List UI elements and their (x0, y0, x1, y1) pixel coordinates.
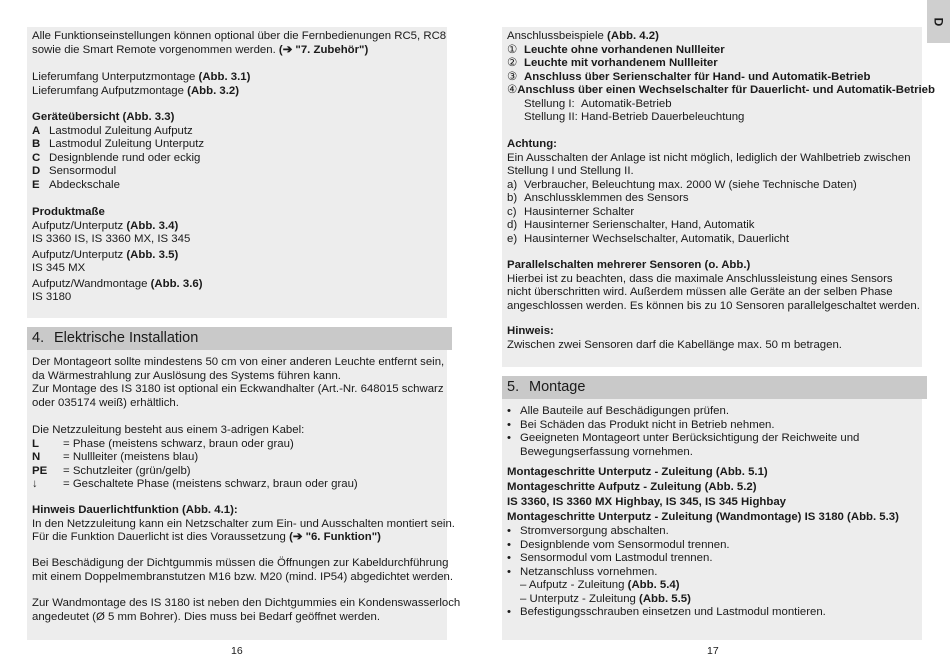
produktmasse-section (32, 206, 447, 305)
subheading: Montageschritte Unterputz - Zuleitung (Wandmontage) IS 3180 (Abb. 5.3) (507, 511, 899, 523)
text-line: Aufputz/Wandmontage (Abb. 3.6) (32, 277, 203, 290)
list-item-key: E (32, 178, 40, 191)
list-item-value: Anschluss über einen Wechselschalter für Dauerlicht- und Automatik-Betrieb (517, 84, 935, 96)
list-item-key: a) (507, 178, 518, 191)
achtung-list (507, 179, 922, 247)
parallel-title: Parallelschalten mehrerer Sensoren (o. Abb.) (507, 259, 751, 271)
list-item-key: N (32, 451, 41, 463)
list-item-value: = Phase (meistens schwarz, braun oder grau) (63, 437, 294, 450)
achtung-text (507, 152, 922, 179)
list-item-key: A (32, 124, 41, 137)
montageort-paragraph (32, 356, 447, 410)
list-item-value: Anschlussklemmen des Sensors (524, 192, 689, 204)
list-item-key: Stellung II: (524, 111, 578, 123)
list-item-value: Abdeckschale (49, 178, 120, 191)
schritte-sub (507, 579, 922, 606)
list-item (507, 219, 922, 233)
bullet-icon: • (507, 405, 511, 417)
list-item-value: Verbraucher, Beleuchtung max. 2000 W (siehe Technische Daten) (524, 178, 857, 191)
list-item (507, 71, 922, 85)
netz-intro: Die Netzzuleitung besteht aus einem 3-adrigen Kabel: (32, 424, 305, 436)
list-item-key: ① (507, 43, 518, 56)
text-line: Aufputz/Unterputz (Abb. 3.4) (32, 219, 179, 232)
list-item (507, 44, 922, 58)
list-item (32, 179, 447, 193)
text-line: In den Netzzuleitung kann ein Netzschalter zum Ein- und Ausschalten montiert sein. (32, 517, 455, 530)
achtung-section (507, 138, 922, 246)
subheading: Montageschritte Unterputz - Zuleitung (Abb. 5.1) (507, 466, 768, 478)
bullet-item: • Sensormodul vom Lastmodul trennen. (507, 552, 713, 564)
list-item-key: C (32, 151, 41, 164)
anschluss-list (507, 43, 935, 98)
list-item-key: ② (507, 57, 518, 69)
section-5-heading: 5. Montage (502, 376, 927, 399)
text-line: Stellung I und Stellung II. (507, 165, 634, 177)
schritte-last: • Befestigungsschrauben einsetzen und Lastmodul montieren. (507, 606, 826, 618)
list-item (32, 465, 447, 479)
left-panel-bottom (27, 350, 461, 640)
list-item-value: Hausinterner Serienschalter, Hand, Automatik (524, 219, 755, 231)
list-item (32, 152, 447, 166)
text-line: Lieferumfang Aufputzmontage (Abb. 3.2) (32, 84, 240, 97)
bullet-icon: • (507, 525, 511, 537)
dichtgummis-paragraph (32, 557, 454, 584)
text-line: IS 3180 (32, 291, 72, 303)
text-line: mit einem Doppelmembranstutzen M16 bzw. M20 (mind. IP54) abgedichtet werden. (32, 570, 454, 583)
text-line: – Aufputz - Zuleitung (Abb. 5.4) (520, 579, 680, 591)
list-item-key: ③ (507, 70, 518, 83)
list-item-value: Hausinterner Wechselschalter, Automatik, Dauerlicht (524, 232, 790, 245)
text-line: Hierbei ist zu beachten, dass die maximale Anschlussleistung eines Sensors (507, 272, 893, 285)
subheading: Montageschritte Aufputz - Zuleitung (Abb. 5.2) (507, 481, 757, 493)
list-item-value: Lastmodul Zuleitung Aufputz (49, 124, 193, 137)
hinweis-text: Zwischen zwei Sensoren darf die Kabellänge max. 50 m betragen. (507, 338, 842, 351)
netz-list (32, 438, 447, 492)
text-line: IS 3360 IS, IS 3360 MX, IS 345 (32, 233, 191, 245)
right-panel-top (502, 27, 935, 367)
wandmontage-paragraph (32, 597, 461, 624)
list-item-value: Hausinterner Schalter (524, 205, 635, 218)
lieferumfang (32, 71, 447, 98)
list-item-key: b) (507, 192, 518, 204)
list-item (507, 57, 922, 71)
text-line: Bei Beschädigung der Dichtgummis müssen die Öffnungen zur Kabeldurchführung (32, 557, 449, 569)
bullet-item: • Netzanschluss vornehmen. (507, 565, 658, 578)
bullet-item: • Alle Bauteile auf Beschädigungen prüfen. (507, 405, 729, 417)
list-item-value: Leuchte mit vorhandenem Nullleiter (524, 57, 718, 69)
hinweis-dauer-title: Hinweis Dauerlichtfunktion (Abb. 4.1): (32, 504, 238, 516)
schritte-bullets (507, 525, 922, 579)
text-line: Anschlussbeispiele (Abb. 4.2) (507, 30, 659, 42)
list-item (507, 233, 922, 247)
bullet-item: • Bei Schäden das Produkt nicht in Betrieb nehmen. (507, 418, 775, 431)
list-item-value: = Schutzleiter (grün/gelb) (63, 464, 191, 477)
list-item-key: L (32, 437, 39, 450)
parallel-text (507, 273, 922, 314)
list-item (507, 111, 922, 125)
list-item (507, 84, 935, 98)
list-item-key: B (32, 138, 41, 150)
list-item (32, 138, 447, 152)
schritte-section (507, 525, 922, 620)
text-line: nicht überschritten wird. Außerdem müssen alle Geräte an der selben Phase (507, 286, 893, 298)
netz-section (32, 424, 447, 492)
text-line: angedeutet (Ø 5 mm Bohrer). Dies muss bei Bedarf geöffnet werden. (32, 610, 381, 623)
list-item-value: = Geschaltete Phase (meistens schwarz, braun oder grau) (63, 478, 358, 490)
list-item-value: Anschluss über Serienschalter für Hand- und Automatik-Betrieb (524, 70, 871, 83)
achtung-title: Achtung: (507, 138, 557, 150)
bullet-icon: • (507, 418, 511, 431)
bullet-item: • Stromversorgung abschalten. (507, 525, 669, 537)
list-item (32, 478, 447, 492)
list-item (507, 179, 922, 193)
right-panel-bottom (502, 399, 922, 640)
montageschritte-titles (507, 465, 922, 525)
subheading: IS 3360, IS 3360 MX Highbay, IS 345, IS 345 Highbay (507, 496, 786, 508)
list-item-value: Lastmodul Zuleitung Unterputz (49, 138, 205, 150)
list-item (32, 438, 447, 452)
text-line: Aufputz/Unterputz (Abb. 3.5) (32, 248, 179, 261)
list-item (32, 165, 447, 179)
produktmasse-title: Produktmaße (32, 206, 105, 218)
list-item-key: d) (507, 219, 518, 231)
text-line: Zur Wandmontage des IS 3180 ist neben den Dichtgummies ein Kondenswasserloch (32, 597, 461, 609)
text-line: Der Montageort sollte mindestens 50 cm von einer anderen Leuchte entfernt sein, (32, 356, 445, 368)
text-line: – Unterputz - Zuleitung (Abb. 5.5) (520, 592, 691, 605)
anschluss-title (507, 30, 922, 44)
list-item-key: e) (507, 232, 518, 245)
bullet-icon: • (507, 565, 511, 578)
page-number-right: 17 (707, 645, 719, 657)
text-line: Für die Funktion Dauerlicht ist dies Voraussetzung (➔ "6. Funktion") (32, 531, 381, 543)
hinweis-title: Hinweis: (507, 325, 554, 337)
stellung-list (507, 98, 922, 125)
list-item-key: c) (507, 205, 517, 218)
left-panel-top (27, 27, 447, 318)
list-item (507, 206, 922, 220)
list-item-key: Stellung I: (524, 97, 575, 110)
text-line: da Wärmestrahlung zur Auslösung des Systems führen kann. (32, 369, 341, 382)
text-line: Lieferumfang Unterputzmontage (Abb. 3.1) (32, 71, 251, 83)
text-line: oder 035174 weiß) erhältlich. (32, 396, 179, 409)
text-line: IS 345 MX (32, 262, 86, 274)
list-item-value: Automatik-Betrieb (581, 97, 672, 110)
geraete-title: Geräteübersicht (Abb. 3.3) (32, 111, 175, 123)
list-item-key: ↓ (32, 478, 38, 490)
list-item-key: ④ (507, 84, 518, 96)
list-item-value: Leuchte ohne vorhandenen Nullleiter (524, 43, 725, 56)
list-item (32, 125, 447, 139)
list-item-value: = Nullleiter (meistens blau) (63, 451, 199, 463)
list-item-value: Hand-Betrieb Dauerbeleuchtung (581, 111, 745, 123)
list-item (507, 98, 922, 112)
text-line: sowie die Smart Remote vorgenommen werden. (➔ "7. Zubehör") (32, 43, 369, 56)
page-number-left: 16 (231, 645, 243, 657)
geraete-section (32, 111, 447, 192)
parallel-section (507, 259, 922, 313)
hinweis-dauer-section (32, 504, 455, 545)
bullet-item: • Designblende vom Sensormodul trennen. (507, 538, 730, 551)
anschluss-section (507, 30, 935, 125)
bullet-icon: • (507, 432, 511, 444)
list-item-value: Designblende rund oder eckig (49, 151, 201, 164)
text-line: Zur Montage des IS 3180 ist optional ein Eckwandhalter (Art.-Nr. 648015 schwarz (32, 383, 444, 395)
intro-paragraph (32, 30, 447, 57)
section-4-title: Elektrische Installation (54, 330, 199, 346)
geraete-list (32, 125, 447, 193)
list-item-key: PE (32, 464, 48, 477)
bullet-icon: • (507, 538, 511, 551)
language-tab: D (927, 0, 950, 43)
list-item-value: Sensormodul (49, 165, 117, 177)
text-line: angeschlossen werden. Es können bis zu 10 Sensoren parallelgeschaltet werden. (507, 299, 920, 312)
list-item-key: D (32, 165, 41, 177)
bullet-icon: • (507, 552, 511, 564)
hinweis-section (507, 325, 922, 352)
section-4-heading: 4. Elektrische Installation (27, 327, 452, 350)
montage-bullets (507, 405, 922, 459)
list-item (507, 192, 922, 206)
section-5-title: Montage (529, 379, 586, 395)
produktmasse-list (32, 220, 447, 305)
text-line: Ein Ausschalten der Anlage ist nicht möglich, lediglich der Wahlbetrieb zwischen (507, 151, 911, 164)
hinweis-dauer-text (32, 517, 455, 545)
bullet-item: • Geeigneten Montageort unter Berücksichtigung der Reichweite und Bewegungserfassung vornehmen. (507, 432, 860, 458)
list-item (32, 451, 447, 465)
text-line: Alle Funktionseinstellungen können optional über die Fernbedienungen RC5, RC8 (32, 30, 447, 42)
